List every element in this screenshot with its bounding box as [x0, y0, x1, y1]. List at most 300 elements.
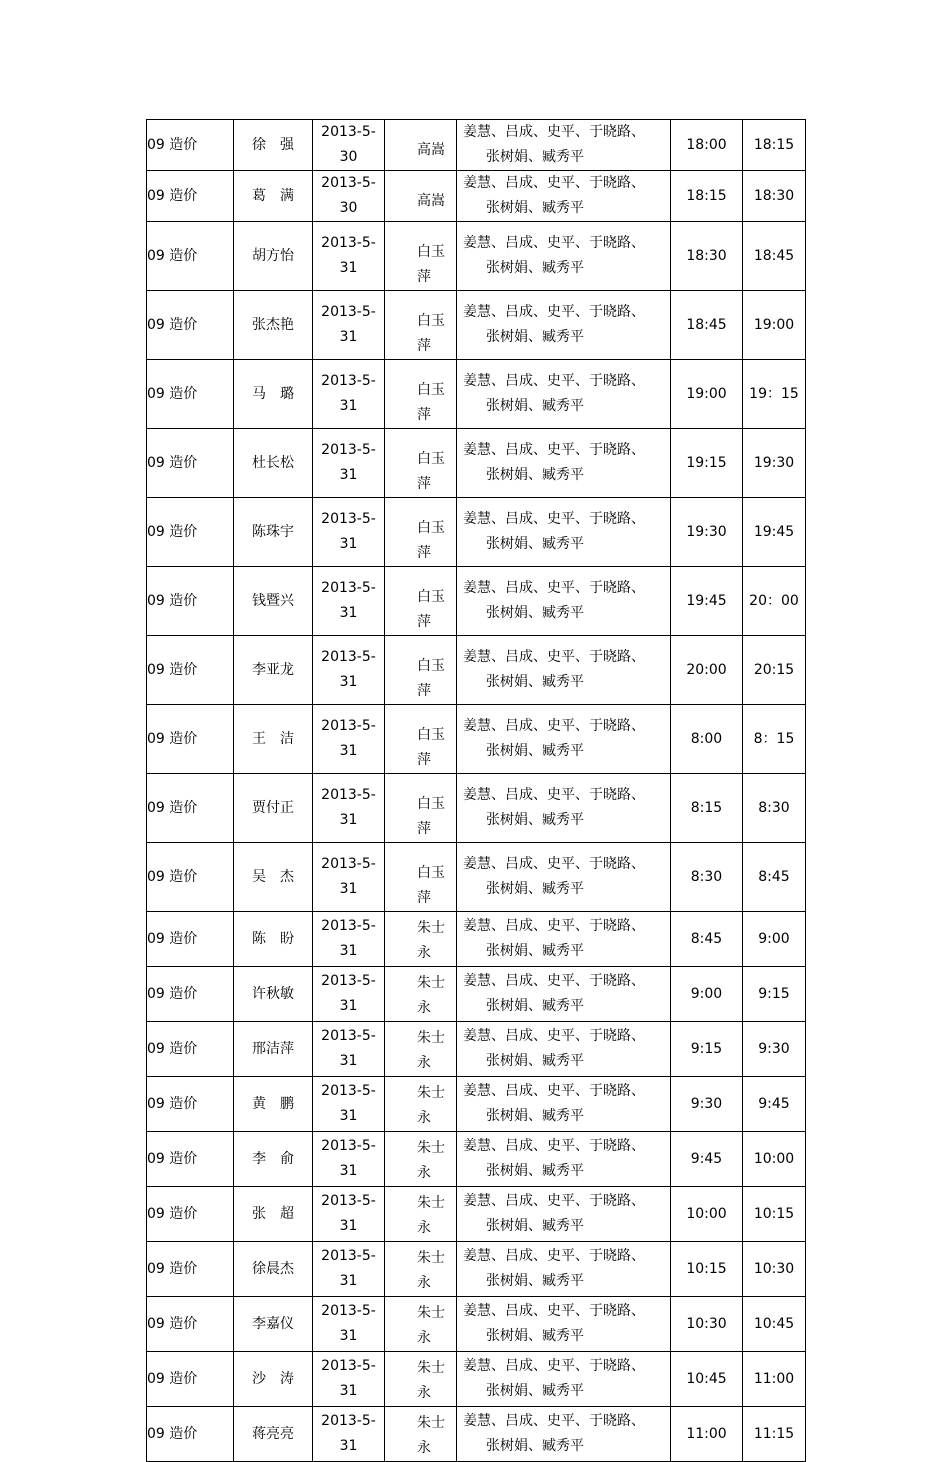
cls-text: 09 造价 [147, 730, 198, 747]
panel-members-text: 张树娟、臧秀平 [486, 200, 584, 216]
student-name-cell [234, 636, 313, 705]
end-time-cell [743, 567, 806, 636]
end-text: 18:30 [753, 187, 795, 204]
table-row [147, 1407, 806, 1462]
class-cell [147, 567, 234, 636]
date-cell [313, 1407, 385, 1462]
student-name-cell [234, 171, 313, 222]
end-time-cell [743, 1132, 806, 1187]
date-cell [313, 1352, 385, 1407]
class-cell [147, 912, 234, 967]
date2-text: 31 [339, 1328, 358, 1344]
inspector-cell [385, 1242, 457, 1297]
name-text: 贾付正 [252, 799, 294, 816]
name-text: 张 超 [252, 1205, 294, 1222]
start-text: 9:00 [690, 985, 723, 1002]
class-cell [147, 1242, 234, 1297]
panel-members-text: 张树娟、臧秀平 [486, 398, 584, 414]
panel-members-cell [457, 967, 671, 1022]
date-cell [313, 912, 385, 967]
inspector-text: 白玉萍 [417, 589, 445, 630]
date2-text: 31 [339, 743, 358, 759]
date2-text: 31 [339, 1108, 358, 1124]
cls-text: 09 造价 [147, 187, 198, 204]
start-time-cell [671, 567, 743, 636]
panel-members-cell [457, 498, 671, 567]
panel-members-text: 张树娟、臧秀平 [486, 536, 584, 552]
class-cell [147, 843, 234, 912]
name-text: 王 洁 [252, 730, 294, 747]
date2-text: 31 [339, 1273, 358, 1289]
table-row [147, 843, 806, 912]
panel-members-text: 姜慧、吕成、史平、于晓路、 [463, 1083, 645, 1099]
start-text: 8:00 [690, 730, 723, 747]
class-cell [147, 1022, 234, 1077]
panel-members-cell [457, 912, 671, 967]
inspector-cell [385, 1022, 457, 1077]
end-time-cell [743, 1022, 806, 1077]
inspector-cell [385, 498, 457, 567]
end-time-cell [743, 1077, 806, 1132]
inspector-cell [385, 567, 457, 636]
class-cell [147, 120, 234, 171]
start-text: 18:30 [686, 247, 727, 264]
name-text: 黄 鹏 [252, 1095, 294, 1112]
table-row [147, 912, 806, 967]
student-name-cell [234, 774, 313, 843]
student-name-cell [234, 1022, 313, 1077]
end-time-cell [743, 843, 806, 912]
start-text: 19:15 [686, 454, 727, 471]
end-text: 20:15 [753, 661, 795, 678]
date1-text: 2013-5- [321, 918, 376, 934]
inspector-cell [385, 1132, 457, 1187]
inspector-text: 白玉萍 [417, 658, 445, 699]
student-name-cell [234, 567, 313, 636]
cls-text: 09 造价 [147, 1205, 198, 1222]
inspector-text: 朱士永 [417, 1195, 445, 1236]
panel-members-cell [457, 171, 671, 222]
date2-text: 31 [339, 398, 358, 414]
panel-members-text: 张树娟、臧秀平 [486, 743, 584, 759]
panel-members-text: 姜慧、吕成、史平、于晓路、 [463, 1193, 645, 1209]
cls-text: 09 造价 [147, 523, 198, 540]
table-row [147, 429, 806, 498]
cls-text: 09 造价 [147, 385, 198, 402]
cls-text: 09 造价 [147, 661, 198, 678]
cls-text: 09 造价 [147, 799, 198, 816]
date-cell [313, 1132, 385, 1187]
end-text: 9:15 [758, 985, 790, 1002]
end-text: 11:15 [753, 1425, 795, 1442]
end-text: 18:15 [753, 136, 795, 153]
panel-members-text: 姜慧、吕成、史平、于晓路、 [463, 649, 645, 665]
student-name-cell [234, 222, 313, 291]
cls-text: 09 造价 [147, 1150, 198, 1167]
date-cell [313, 222, 385, 291]
start-text: 9:45 [690, 1150, 723, 1167]
panel-members-text: 姜慧、吕成、史平、于晓路、 [463, 511, 645, 527]
name-text: 胡方怡 [252, 247, 294, 264]
name-text: 张杰艳 [252, 316, 294, 333]
start-text: 10:30 [686, 1315, 727, 1332]
panel-members-cell [457, 1077, 671, 1132]
end-text: 9:00 [758, 930, 790, 947]
end-time-cell [743, 636, 806, 705]
date2-text: 31 [339, 1438, 358, 1454]
panel-members-text: 姜慧、吕成、史平、于晓路、 [463, 718, 645, 734]
panel-members-text: 张树娟、臧秀平 [486, 149, 584, 165]
date1-text: 2013-5- [321, 235, 376, 251]
end-text: 18:45 [753, 247, 795, 264]
date-cell [313, 1187, 385, 1242]
start-time-cell [671, 774, 743, 843]
start-time-cell [671, 171, 743, 222]
date2-text: 31 [339, 536, 358, 552]
end-text: 9:45 [758, 1095, 790, 1112]
date-cell [313, 843, 385, 912]
student-name-cell [234, 1077, 313, 1132]
cls-text: 09 造价 [147, 930, 198, 947]
panel-members-text: 姜慧、吕成、史平、于晓路、 [463, 856, 645, 872]
start-time-cell [671, 429, 743, 498]
date2-text: 31 [339, 1383, 358, 1399]
class-cell [147, 1407, 234, 1462]
panel-members-text: 张树娟、臧秀平 [486, 329, 584, 345]
start-text: 10:00 [686, 1205, 727, 1222]
end-time-cell [743, 774, 806, 843]
inspector-cell [385, 1297, 457, 1352]
end-text: 8:30 [758, 799, 790, 816]
date1-text: 2013-5- [321, 442, 376, 458]
end-time-cell [743, 222, 806, 291]
date-cell [313, 1077, 385, 1132]
panel-members-text: 姜慧、吕成、史平、于晓路、 [463, 1303, 645, 1319]
start-time-cell [671, 1297, 743, 1352]
student-name-cell [234, 498, 313, 567]
cls-text: 09 造价 [147, 868, 198, 885]
table-row [147, 705, 806, 774]
table-row [147, 498, 806, 567]
panel-members-text: 张树娟、臧秀平 [486, 467, 584, 483]
cls-text: 09 造价 [147, 247, 198, 264]
inspector-text: 白玉萍 [417, 244, 445, 285]
date1-text: 2013-5- [321, 304, 376, 320]
date-cell [313, 291, 385, 360]
start-text: 9:30 [690, 1095, 723, 1112]
table-row [147, 171, 806, 222]
name-text: 钱暨兴 [252, 592, 294, 609]
start-text: 10:15 [686, 1260, 727, 1277]
date1-text: 2013-5- [321, 1028, 376, 1044]
end-time-cell [743, 429, 806, 498]
start-text: 19:30 [686, 523, 727, 540]
cls-text: 09 造价 [147, 316, 198, 333]
start-time-cell [671, 843, 743, 912]
start-text: 8:15 [690, 799, 723, 816]
student-name-cell [234, 843, 313, 912]
panel-members-cell [457, 291, 671, 360]
end-text: 20：00 [749, 592, 799, 609]
panel-members-text: 姜慧、吕成、史平、于晓路、 [463, 1358, 645, 1374]
panel-members-text: 张树娟、臧秀平 [486, 1053, 584, 1069]
panel-members-text: 张树娟、臧秀平 [486, 943, 584, 959]
panel-members-text: 姜慧、吕成、史平、于晓路、 [463, 1028, 645, 1044]
date-cell [313, 1242, 385, 1297]
inspector-text: 朱士永 [417, 1250, 445, 1291]
start-text: 18:00 [686, 136, 727, 153]
date-cell [313, 1297, 385, 1352]
panel-members-text: 姜慧、吕成、史平、于晓路、 [463, 1248, 645, 1264]
date2-text: 31 [339, 605, 358, 621]
end-text: 8:45 [758, 868, 790, 885]
panel-members-text: 姜慧、吕成、史平、于晓路、 [463, 175, 645, 191]
class-cell [147, 171, 234, 222]
end-text: 10:45 [753, 1315, 795, 1332]
table-row [147, 360, 806, 429]
table-row [147, 1077, 806, 1132]
date-cell [313, 1022, 385, 1077]
table-row [147, 636, 806, 705]
date2-text: 30 [339, 149, 358, 165]
table-row [147, 1132, 806, 1187]
name-text: 陈 盼 [252, 930, 294, 947]
date2-text: 31 [339, 881, 358, 897]
inspector-cell [385, 967, 457, 1022]
panel-members-cell [457, 120, 671, 171]
class-cell [147, 360, 234, 429]
inspector-text: 朱士永 [417, 1140, 445, 1181]
inspector-cell [385, 1407, 457, 1462]
class-cell [147, 1132, 234, 1187]
class-cell [147, 498, 234, 567]
end-time-cell [743, 1352, 806, 1407]
student-name-cell [234, 120, 313, 171]
table-row [147, 291, 806, 360]
class-cell [147, 222, 234, 291]
class-cell [147, 705, 234, 774]
date2-text: 31 [339, 260, 358, 276]
panel-members-cell [457, 1297, 671, 1352]
cls-text: 09 造价 [147, 1040, 198, 1057]
panel-members-cell [457, 1132, 671, 1187]
student-name-cell [234, 1407, 313, 1462]
end-time-cell [743, 498, 806, 567]
date1-text: 2013-5- [321, 1248, 376, 1264]
panel-members-text: 张树娟、臧秀平 [486, 1383, 584, 1399]
end-time-cell [743, 360, 806, 429]
student-name-cell [234, 1132, 313, 1187]
table-row [147, 967, 806, 1022]
date-cell [313, 429, 385, 498]
panel-members-cell [457, 774, 671, 843]
inspector-text: 朱士永 [417, 1085, 445, 1126]
table-row [147, 567, 806, 636]
student-name-cell [234, 705, 313, 774]
date1-text: 2013-5- [321, 1413, 376, 1429]
class-cell [147, 291, 234, 360]
inspector-text: 白玉萍 [417, 796, 445, 837]
end-time-cell [743, 1407, 806, 1462]
panel-members-cell [457, 222, 671, 291]
cls-text: 09 造价 [147, 985, 198, 1002]
name-text: 陈珠宇 [252, 523, 294, 540]
start-text: 10:45 [686, 1370, 727, 1387]
name-text: 李嘉仪 [252, 1315, 294, 1332]
name-text: 徐晨杰 [252, 1260, 294, 1277]
date2-text: 31 [339, 1053, 358, 1069]
table-row [147, 1022, 806, 1077]
inspector-cell [385, 1187, 457, 1242]
start-time-cell [671, 498, 743, 567]
date2-text: 31 [339, 943, 358, 959]
class-cell [147, 429, 234, 498]
start-time-cell [671, 1077, 743, 1132]
end-text: 19:00 [753, 316, 795, 333]
start-time-cell [671, 1022, 743, 1077]
student-name-cell [234, 360, 313, 429]
date2-text: 31 [339, 1218, 358, 1234]
name-text: 沙 涛 [252, 1370, 294, 1387]
start-time-cell [671, 1132, 743, 1187]
inspector-text: 朱士永 [417, 1305, 445, 1346]
student-name-cell [234, 1297, 313, 1352]
inspector-text: 朱士永 [417, 1360, 445, 1401]
panel-members-text: 张树娟、臧秀平 [486, 812, 584, 828]
start-text: 18:45 [686, 316, 727, 333]
inspector-text: 朱士永 [417, 1030, 445, 1071]
student-name-cell [234, 1352, 313, 1407]
date1-text: 2013-5- [321, 856, 376, 872]
end-time-cell [743, 1242, 806, 1297]
inspector-text: 高嵩 [417, 193, 445, 209]
inspector-cell [385, 120, 457, 171]
name-text: 杜长松 [252, 454, 294, 471]
start-time-cell [671, 967, 743, 1022]
panel-members-text: 姜慧、吕成、史平、于晓路、 [463, 124, 645, 140]
end-time-cell [743, 1187, 806, 1242]
end-text: 8：15 [753, 730, 795, 747]
inspector-cell [385, 636, 457, 705]
date2-text: 31 [339, 329, 358, 345]
name-text: 李 俞 [252, 1150, 294, 1167]
date-cell [313, 498, 385, 567]
inspector-text: 高嵩 [417, 142, 445, 158]
date1-text: 2013-5- [321, 1303, 376, 1319]
student-name-cell [234, 429, 313, 498]
date2-text: 31 [339, 812, 358, 828]
inspector-cell [385, 291, 457, 360]
cls-text: 09 造价 [147, 1425, 198, 1442]
end-text: 10:15 [753, 1205, 795, 1222]
start-time-cell [671, 120, 743, 171]
panel-members-cell [457, 1352, 671, 1407]
panel-members-cell [457, 1407, 671, 1462]
end-time-cell [743, 1297, 806, 1352]
start-text: 18:15 [686, 187, 727, 204]
end-text: 19:30 [753, 454, 795, 471]
date2-text: 31 [339, 998, 358, 1014]
panel-members-text: 姜慧、吕成、史平、于晓路、 [463, 442, 645, 458]
date1-text: 2013-5- [321, 973, 376, 989]
panel-members-cell [457, 843, 671, 912]
start-time-cell [671, 291, 743, 360]
name-text: 马 璐 [252, 385, 294, 402]
class-cell [147, 636, 234, 705]
inspector-text: 白玉萍 [417, 382, 445, 423]
start-time-cell [671, 1242, 743, 1297]
table-row [147, 1352, 806, 1407]
panel-members-text: 姜慧、吕成、史平、于晓路、 [463, 1413, 645, 1429]
inspector-text: 白玉萍 [417, 727, 445, 768]
panel-members-text: 姜慧、吕成、史平、于晓路、 [463, 787, 645, 803]
date1-text: 2013-5- [321, 1358, 376, 1374]
end-time-cell [743, 705, 806, 774]
inspector-text: 白玉萍 [417, 865, 445, 906]
date1-text: 2013-5- [321, 124, 376, 140]
start-time-cell [671, 912, 743, 967]
panel-members-text: 张树娟、臧秀平 [486, 605, 584, 621]
name-text: 许秋敏 [252, 985, 294, 1002]
cls-text: 09 造价 [147, 1315, 198, 1332]
panel-members-cell [457, 1242, 671, 1297]
inspector-cell [385, 1077, 457, 1132]
name-text: 邢洁萍 [252, 1040, 294, 1057]
start-time-cell [671, 222, 743, 291]
panel-members-text: 张树娟、臧秀平 [486, 998, 584, 1014]
panel-members-text: 姜慧、吕成、史平、于晓路、 [463, 973, 645, 989]
date-cell [313, 774, 385, 843]
inspector-text: 朱士永 [417, 975, 445, 1016]
date1-text: 2013-5- [321, 1138, 376, 1154]
panel-members-text: 姜慧、吕成、史平、于晓路、 [463, 580, 645, 596]
date1-text: 2013-5- [321, 1083, 376, 1099]
date1-text: 2013-5- [321, 718, 376, 734]
class-cell [147, 774, 234, 843]
panel-members-cell [457, 705, 671, 774]
start-time-cell [671, 1187, 743, 1242]
panel-members-text: 张树娟、臧秀平 [486, 1328, 584, 1344]
name-text: 蒋亮亮 [252, 1425, 294, 1442]
inspector-cell [385, 912, 457, 967]
start-text: 19:45 [686, 592, 727, 609]
student-name-cell [234, 967, 313, 1022]
panel-members-text: 张树娟、臧秀平 [486, 881, 584, 897]
class-cell [147, 1352, 234, 1407]
date1-text: 2013-5- [321, 511, 376, 527]
table-row [147, 1187, 806, 1242]
end-time-cell [743, 291, 806, 360]
inspector-cell [385, 705, 457, 774]
cls-text: 09 造价 [147, 1260, 198, 1277]
defense-schedule-table [146, 119, 806, 1462]
date2-text: 31 [339, 1163, 358, 1179]
date1-text: 2013-5- [321, 373, 376, 389]
panel-members-cell [457, 567, 671, 636]
panel-members-text: 张树娟、臧秀平 [486, 1218, 584, 1234]
table-row [147, 1242, 806, 1297]
date1-text: 2013-5- [321, 649, 376, 665]
start-text: 8:30 [690, 868, 723, 885]
end-text: 10:00 [753, 1150, 795, 1167]
panel-members-text: 张树娟、臧秀平 [486, 1108, 584, 1124]
start-text: 20:00 [686, 661, 727, 678]
inspector-cell [385, 429, 457, 498]
class-cell [147, 1077, 234, 1132]
end-text: 10:30 [753, 1260, 795, 1277]
student-name-cell [234, 1187, 313, 1242]
schedule-body [147, 120, 806, 1462]
